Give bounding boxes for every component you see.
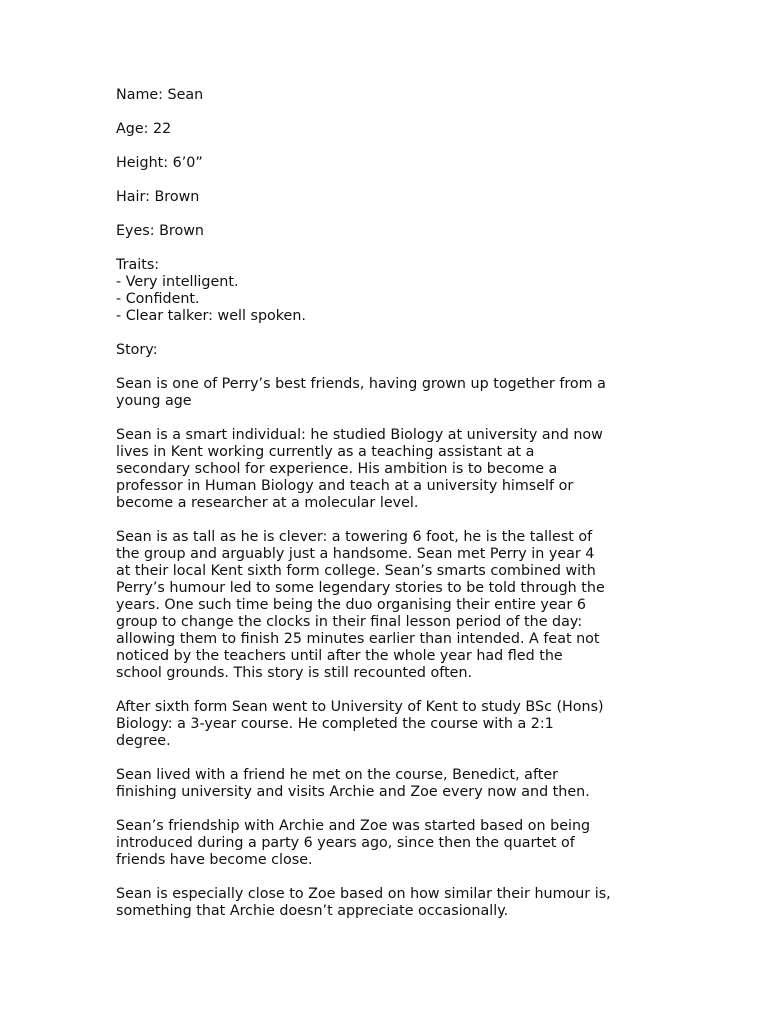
profile-hair xyxy=(116,189,656,206)
story-paragraph xyxy=(116,427,656,512)
name-line: Name: Sean xyxy=(116,87,204,103)
story-paragraph xyxy=(116,376,656,410)
paragraph-line: at their local Kent sixth form college. Sean’s smarts combined with xyxy=(116,563,596,579)
trait-item: - Clear talker: well spoken. xyxy=(116,308,306,324)
paragraph-line: years. One such time being the duo organising their entire year 6 xyxy=(116,597,586,613)
paragraph-line: Sean’s friendship with Archie and Zoe was started based on being xyxy=(116,818,591,834)
paragraph-line: group to change the clocks in their final lesson period of the day: xyxy=(116,614,583,630)
traits-heading: Traits: xyxy=(116,257,160,273)
paragraph-line: finishing university and visits Archie and Zoe every now and then. xyxy=(116,784,590,800)
paragraph-line: Sean is especially close to Zoe based on how similar their humour is, xyxy=(116,886,611,902)
paragraph-line: introduced during a party 6 years ago, since then the quartet of xyxy=(116,835,575,851)
paragraph-line: After sixth form Sean went to University of Kent to study BSc (Hons) xyxy=(116,699,604,715)
story-paragraph xyxy=(116,529,656,682)
paragraph-line: Sean is as tall as he is clever: a towering 6 foot, he is the tallest of xyxy=(116,529,593,545)
document-page xyxy=(116,87,656,937)
paragraph-line: Sean lived with a friend he met on the course, Benedict, after xyxy=(116,767,559,783)
eyes-line: Eyes: Brown xyxy=(116,223,204,239)
hair-line: Hair: Brown xyxy=(116,189,200,205)
story-heading: Story: xyxy=(116,342,158,358)
paragraph-line: Biology: a 3-year course. He completed the course with a 2:1 xyxy=(116,716,554,732)
story-paragraph xyxy=(116,886,656,920)
paragraph-line: Sean is one of Perry’s best friends, having grown up together from a xyxy=(116,376,606,392)
paragraph-line: friends have become close. xyxy=(116,852,313,868)
age-line: Age: 22 xyxy=(116,121,172,137)
paragraph-line: young age xyxy=(116,393,192,409)
paragraph-line: noticed by the teachers until after the whole year had fled the xyxy=(116,648,563,664)
profile-height xyxy=(116,155,656,172)
profile-eyes xyxy=(116,223,656,240)
traits-section xyxy=(116,257,656,325)
profile-age xyxy=(116,121,656,138)
paragraph-line: secondary school for experience. His ambition is to become a xyxy=(116,461,558,477)
story-paragraph xyxy=(116,699,656,750)
height-line: Height: 6’0” xyxy=(116,155,203,171)
profile-name xyxy=(116,87,656,104)
paragraph-line: become a researcher at a molecular level. xyxy=(116,495,419,511)
trait-item: - Very intelligent. xyxy=(116,274,239,290)
paragraph-line: school grounds. This story is still recounted often. xyxy=(116,665,473,681)
paragraph-line: Sean is a smart individual: he studied Biology at university and now xyxy=(116,427,603,443)
paragraph-line: Perry’s humour led to some legendary stories to be told through the xyxy=(116,580,605,596)
trait-item: - Confident. xyxy=(116,291,200,307)
paragraph-line: something that Archie doesn’t appreciate occasionally. xyxy=(116,903,509,919)
story-paragraph xyxy=(116,767,656,801)
paragraph-line: degree. xyxy=(116,733,171,749)
paragraph-line: lives in Kent working currently as a teaching assistant at a xyxy=(116,444,535,460)
paragraph-line: the group and arguably just a handsome. Sean met Perry in year 4 xyxy=(116,546,595,562)
paragraph-line: allowing them to finish 25 minutes earlier than intended. A feat not xyxy=(116,631,600,647)
story-heading-block xyxy=(116,342,656,359)
story-paragraph xyxy=(116,818,656,869)
paragraph-line: professor in Human Biology and teach at a university himself or xyxy=(116,478,574,494)
